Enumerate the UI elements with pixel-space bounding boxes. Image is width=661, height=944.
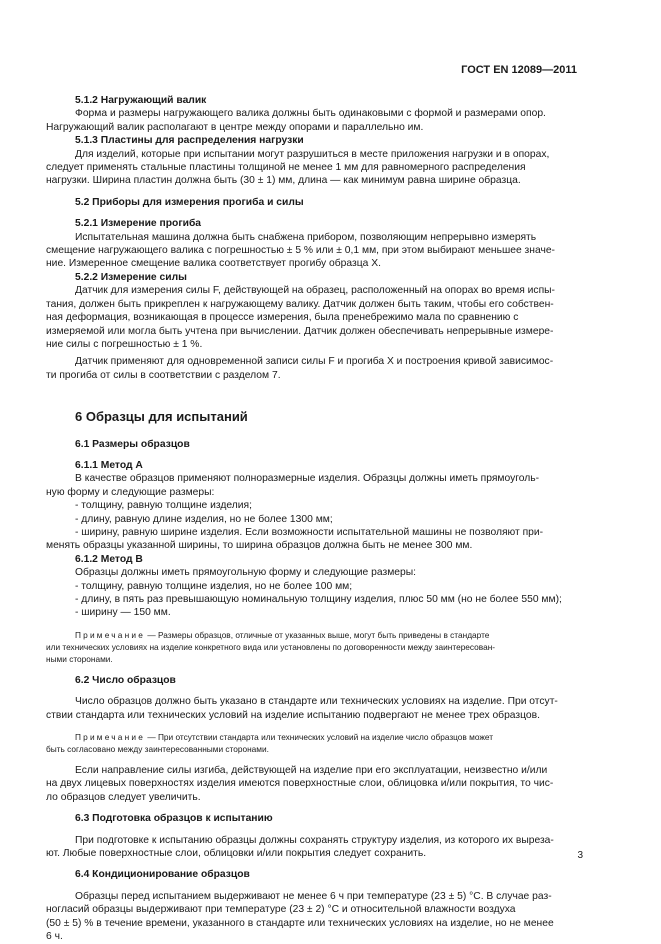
list-item: - толщину, равную толщине изделия, но не более 100 мм; (75, 580, 353, 592)
list-item: - толщину, равную толщине изделия; (75, 500, 252, 512)
list-item: - ширину, равную ширине изделия. Если возможности испытательной машины не позволяют при- (75, 526, 544, 538)
note-text: или технических условиях на изделие конкретного вида или установлены по договоренности между заинтересован- (46, 641, 496, 652)
paragraph-line: (50 ± 5) % в течение времени, указанного в стандарте или технических условиях на изделие, но не менее (46, 917, 554, 929)
standard-code-header: ГОСТ EN 12089—2011 (461, 64, 577, 76)
note-block (46, 731, 586, 755)
section-5-1-3-heading: 5.1.3 Пластины для распределения нагрузки (75, 135, 304, 147)
paragraph-line: Датчик для измерения силы F, действующей на образец, расположенный на опорах во время испы- (75, 285, 555, 297)
paragraph-line: на двух лицевых поверхностях изделия имеются поверхностные слои, облицовка и/или покрытия, то чис- (46, 778, 554, 790)
paragraph-line: тания, должен быть прикреплен к нагружающему валику. Датчик должен быть таким, чтобы его собствен- (46, 298, 554, 310)
paragraph-line: следует применять стальные пластины толщиной не менее 1 мм для равномерного распределения (46, 162, 526, 174)
section-5-1-2-heading: 5.1.2 Нагружающий валик (75, 95, 207, 106)
paragraph-line: ти прогиба от силы в соответствии с разделом 7. (46, 369, 281, 381)
section-5-2-heading: 5.2 Приборы для измерения прогиба и силы (75, 196, 304, 208)
paragraph-line: Если направление силы изгиба, действующей на изделие при его эксплуатации, неизвестно и/или (75, 765, 548, 777)
note-label: Примечание (75, 732, 146, 743)
paragraph-line: нагрузки. Ширина пластин должна быть (30 ± 1) мм, длина — как минимум равна ширине образца. (46, 175, 521, 187)
section-6-4-heading: 6.4 Кондиционирование образцов (75, 869, 250, 881)
section-5-2-2-heading: 5.2.2 Измерение силы (75, 271, 187, 283)
paragraph-line: ная деформация, возникающая в процессе измерения, была пренебрежимо мала по сравнению с (46, 312, 519, 324)
section-5-2-1-heading: 5.2.1 Измерение прогиба (75, 218, 202, 230)
paragraph-line: Испытательная машина должна быть снабжена прибором, позволяющим непрерывно измерять (75, 231, 537, 243)
paragraph-line: Число образцов должно быть указано в стандарте или технических условиях на изделие. При отсут- (75, 696, 558, 708)
paragraph-line: Форма и размеры нагружающего валика должны быть одинаковыми с формой и размерами опор. (75, 108, 546, 120)
paragraph-line: Для изделий, которые при испытании могут разрушиться в месте приложения нагрузки и в опорах, (75, 148, 550, 160)
list-item: - ширину — 150 мм. (75, 607, 171, 619)
note-text: быть согласовано между заинтересованными сторонами. (46, 744, 269, 755)
list-item: - длину, равную длине изделия, но не более 1300 мм; (75, 513, 333, 525)
paragraph-line: В качестве образцов применяют полноразмерные изделия. Образцы должны иметь прямоуголь- (75, 473, 540, 485)
section-6-heading: 6 Образцы для испытаний (75, 409, 248, 425)
page-number: 3 (577, 850, 583, 861)
section-6-2-heading: 6.2 Число образцов (75, 674, 176, 686)
section-6-1-1-heading: 6.1.1 Метод А (75, 459, 143, 471)
paragraph-line: 6 ч. (46, 931, 63, 943)
note-block (46, 629, 586, 665)
page-content (46, 94, 586, 944)
paragraph-line: ние. Измеренное смещение валика соответствует прогибу образца X. (46, 258, 381, 270)
paragraph-line: измеряемой или могла быть учтена при вычислении. Датчик должен обеспечивать непрерывные измере- (46, 325, 554, 337)
note-text: — При отсутствии стандарта или технических условий на изделие число образцов может (145, 732, 494, 743)
section-6-3-heading: 6.3 Подготовка образцов к испытанию (75, 813, 273, 825)
paragraph-line: Датчик применяют для одновременной записи силы F и прогиба X и построения кривой зависимос- (75, 356, 554, 368)
paragraph-line: ную форму и следующие размеры: (46, 486, 215, 498)
paragraph-line: Образцы перед испытанием выдерживают не менее 6 ч при температуре (23 ± 5) °С. В случае раз- (75, 890, 552, 902)
paragraph-line: ют. Любые поверхностные слои, облицовки и/или покрытия следует сохранить. (46, 848, 427, 860)
paragraph-line: смещение нагружающего валика с погрешностью ± 5 % или ± 0,1 мм, при этом выбирают меньшее значе- (46, 245, 555, 257)
paragraph-line: ногласий образцы выдерживают при температуре (23 ± 2) °С и относительной влажности воздуха (46, 904, 516, 916)
note-label: Примечание (75, 629, 146, 640)
paragraph-line: Нагружающий валик располагают в центре между опорами и параллельно им. (46, 121, 424, 133)
note-text: ными сторонами. (46, 653, 113, 664)
list-item-continuation: менять образцы указанной ширины, то ширина образцов должна быть не менее 300 мм. (46, 540, 473, 552)
paragraph-line: При подготовке к испытанию образцы должны сохранять структуру изделия, из которого их выреза- (75, 834, 554, 846)
section-6-1-heading: 6.1 Размеры образцов (75, 438, 190, 450)
paragraph-line: ствии стандарта или технических условий на изделие испытанию подвергают не менее трех образцов. (46, 709, 540, 721)
list-item: - длину, в пять раз превышающую номинальную толщину изделия, плюс 50 мм (но не более 550 мм); (75, 594, 562, 605)
paragraph-line: Образцы должны иметь прямоугольную форму и следующие размеры: (75, 567, 416, 579)
note-text: — Размеры образцов, отличные от указанных выше, могут быть приведены в стандарте (145, 629, 490, 640)
paragraph-line: ло образцов следует увеличить. (46, 791, 201, 803)
paragraph-line: ние силы с погрешностью ± 1 %. (46, 338, 203, 350)
section-6-1-2-heading: 6.1.2 Метод В (75, 553, 143, 565)
